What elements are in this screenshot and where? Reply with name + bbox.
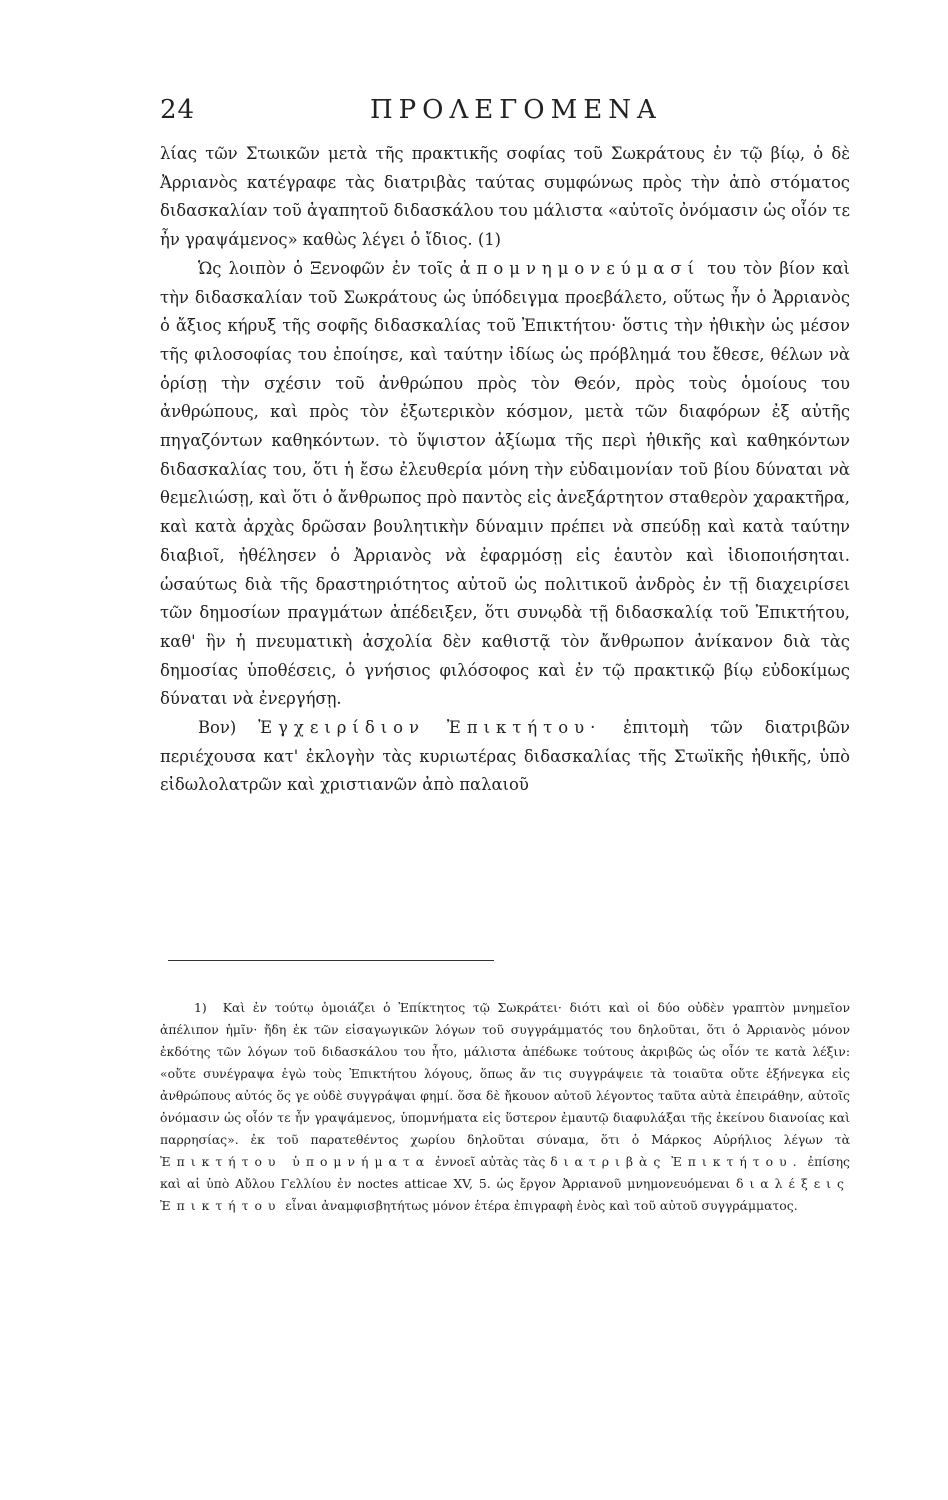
paragraph-3-spaced-title: Ἐγχειρίδιον xyxy=(258,718,425,738)
footnotes xyxy=(160,997,850,1217)
paragraph-3-number: Βον) xyxy=(198,718,237,738)
main-text xyxy=(160,140,850,800)
footnote-divider xyxy=(168,960,494,961)
paragraph-2-text-b: του τὸν βίον καὶ τὴν διδασκαλίαν τοῦ Σωκράτους ὡς ὑπόδειγμα προεβάλετο, οὕτως ἦν ὁ Ἀρριανὸς ὁ ἄξιος κήρυξ τῆς σοφῆς διδασκαλίας τοῦ Ἐπικτήτου· ὅστις τὴν ἠθικὴν ὡς μέσον τῆς φιλοσοφίας του ἐποίησε, καὶ ταύτην ἰδίως ὡς πρόβλημά του ἔθεσε, θέλων νὰ ὁρίσῃ τὴν σχέσιν τοῦ ἀνθρώπου πρὸς τὸν Θεόν, πρὸς τοὺς ὁμοίους του ἀνθρώπους, καὶ πρὸς τὸν ἐξωτερικὸν κόσμον, μετὰ τῶν διαφόρων ἐξ αὐτῆς πηγαζόντων καθηκόντων. τὸ ὕψιστον ἀξίωμα τῆς περὶ ἠθικῆς καὶ καθηκόντων διδασκαλίας του, ὅτι ἡ ἔσω ἐλευθερία μόνη τὴν εὐδαιμονίαν τοῦ βίου δύναται νὰ θεμελιώσῃ, καὶ ὅτι ὁ ἄνθρωπος πρὸ παντὸς εἰς ἀνεξάρτητον σταθερὸν χαρακτῆρα, καὶ κατὰ ἀρχὰς δρῶσαν βουλητικὴν δύναμιν πρέπει νὰ σπεύδῃ καὶ κατὰ ταύτην διαβιοῖ, ἠθέλησεν ὁ Ἀρριανὸς νὰ ἐφαρμόσῃ εἰς ἑαυτὸν καὶ ἰδιοποιήσηται. ὡσαύτως διὰ τῆς δραστηριότητος αὐτοῦ ὡς πολιτικοῦ ἀνδρὸς ἐν τῇ διαχειρίσει τῶν δημοσίων πραγμάτων ἀπέδειξεν, ὅτι συνῳδὰ τῇ διδασκαλίᾳ τοῦ Ἐπικτήτου, καθ' ἣν ἡ πνευματικὴ ἀσχολία δὲν καθιστᾷ τὸν ἄνθρωπον ἀνίκανον διὰ τὰς δημοσίας ὑποθέσεις, ὁ γνήσιος φιλόσοφος καὶ ἐν τῷ πρακτικῷ βίῳ εὐδοκίμως δύναται νὰ ἐνεργήσῃ. xyxy=(160,258,850,709)
paragraph-2-spaced-term: ἀπομνημονεύμασί xyxy=(459,258,701,278)
footnote-reference: (1) xyxy=(477,230,502,250)
footnote-1 xyxy=(160,997,850,1217)
paragraph-2 xyxy=(160,255,850,714)
footnote-spaced-4: διαλέξεις xyxy=(735,1176,850,1191)
footnote-text-a: Καὶ ἐν τούτῳ ὁμοιάζει ὁ Ἐπίκτητος τῷ Σωκράτει· διότι καὶ οἱ δύο οὐδὲν γραπτὸν μνημεῖον ἀπέλιπον ἡμῖν· ἤδη ἐκ τῶν εἰσαγωγικῶν λόγων τοῦ συγγράμματός του δηλοῦται, ὅτι ὁ Ἀρριανὸς μόνον ἐκδότης τῶν λόγων τοῦ διδασκάλου του ἦτο, μάλιστα ἀπέδωκε τούτους ἀκριβῶς ὡς οἷόν τε κατὰ λέξιν: «οὔτε συνέγραψα ἐγὼ τοὺς Ἐπικτήτου λόγους, ὅπως ἄν τις συγγράψειε τὰ τοιαῦτα οὔτε ἐξήνεγκα εἰς ἀνθρώπους αὐτός ὅς γε οὐδὲ συγγράψαι φημί. ὅσα δὲ ἤκουον αὐτοῦ λέγοντος ταῦτα αὐτὰ ἐπειράθην, αὐτοῖς ὀνόμασιν ὡς οἷόν τε ἦν γραψάμενος, ὑπομνήματα εἰς ὕστερον ἐμαυτῷ διαφυλάξαι τῆς ἐκείνου διανοίας καὶ παρρησίας». ἐκ τοῦ παρατεθέντος χωρίου δηλοῦται σύναμα, ὅτι ὁ Μάρκος Αὐρήλιος λέγων τὰ xyxy=(160,1000,850,1147)
footnote-spaced-3: Ἐπικτήτου. xyxy=(671,1154,803,1169)
paragraph-1 xyxy=(160,140,850,255)
footnote-text-c: ἐπίσης καὶ αἱ ὑπὸ Αὔλου Γελλίου ἐν noctes atticae XV, 5. ὡς ἔργον Ἀρριανοῦ μνημονευόμεναι xyxy=(160,1154,850,1191)
footnote-text-d: εἶναι ἀναμφισβητήτως μόνον ἑτέρα ἐπιγραφὴ ἑνὸς καὶ τοῦ αὐτοῦ συγγράμματος. xyxy=(285,1198,798,1213)
footnote-spaced-5: Ἐπικτήτου xyxy=(160,1198,282,1213)
page-number: 24 xyxy=(160,95,196,125)
footnote-spaced-1: Ἐπικτήτου ὑπομνήματα xyxy=(160,1154,431,1169)
footnote-mark: 1) xyxy=(194,1000,207,1015)
paragraph-2-text-a: Ὡς λοιπὸν ὁ Ξενοφῶν ἐν τοῖς xyxy=(198,258,453,278)
paragraph-3-text: ἐπιτομὴ τῶν διατριβῶν περιέχουσα κατ' ἐκλογὴν τὰς κυριωτέρας διδασκαλίας τῆς Στωϊκῆς ἠθικῆς, ὑπὸ εἰδωλολατρῶν καὶ χριστιανῶν ἀπὸ παλαιοῦ xyxy=(160,718,850,795)
paragraph-3-spaced-author: Ἐπικτήτου· xyxy=(446,718,602,738)
paragraph-1-text: λίας τῶν Στωικῶν μετὰ τῆς πρακτικῆς σοφίας τοῦ Σωκράτους ἐν τῷ βίῳ, ὁ δὲ Ἀρριανὸς κατέγραφε τὰς διατριβὰς ταύτας συμφώνως πρὸς τὴν ἀπὸ στόματος διδασκαλίαν τοῦ ἀγαπητοῦ διδασκάλου του μάλιστα «αὐτοῖς ὀνόμασιν ὡς οἷόν τε ἦν γραψάμενος» καθὼς λέγει ὁ ἴδιος. xyxy=(160,144,850,250)
page-header xyxy=(160,95,850,135)
paragraph-3 xyxy=(160,714,850,800)
footnote-spaced-2: διατριβὰς xyxy=(550,1154,667,1169)
footnote-text-b: ἐννοεῖ αὐτὰς τὰς xyxy=(434,1154,546,1169)
running-head: ΠΡΟΛΕΓΟΜΕΝΑ xyxy=(370,95,662,125)
